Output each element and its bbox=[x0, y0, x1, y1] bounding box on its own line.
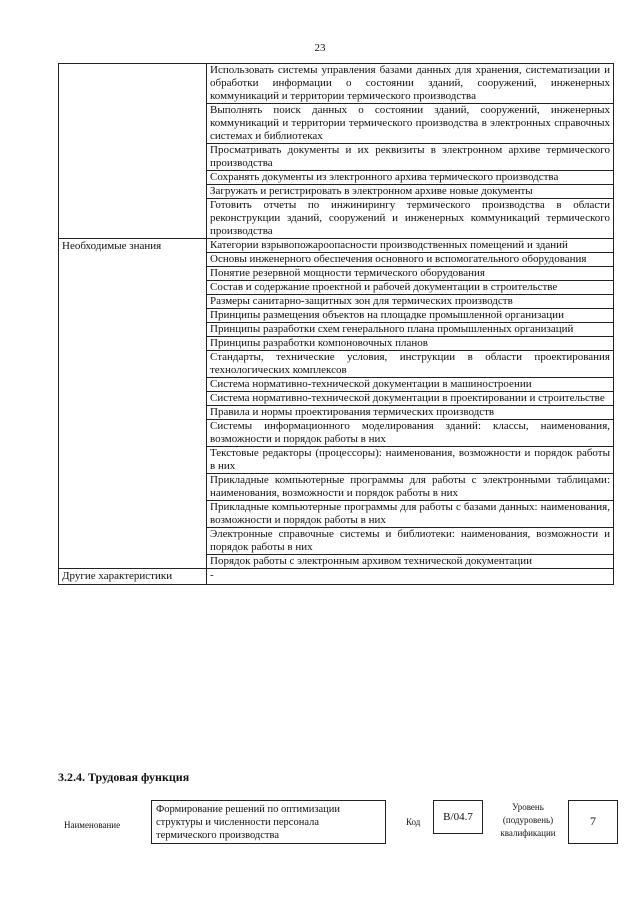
list-item: Принципы размещения объектов на площадке промышленной организации bbox=[207, 309, 613, 323]
other-characteristics-label: Другие характеристики bbox=[59, 569, 207, 585]
list-item: Выполнять поиск данных о состоянии зданий, сооружений, инженерных коммуникаций и территории термического производства в электронных справочных системах и библиотеках bbox=[207, 104, 613, 144]
function-name-box: Формирование решений по оптимизации структуры и численности персонала термического производства bbox=[151, 800, 386, 844]
requirements-table bbox=[58, 63, 614, 585]
list-item: Принципы разработки схем генерального плана промышленных организаций bbox=[207, 323, 613, 337]
list-item: Использовать системы управления базами данных для хранения, систематизации и обработки информации о состоянии зданий, сооружений, инженерных коммуникаций и территории термического производства bbox=[207, 64, 613, 104]
section-title: 3.2.4. Трудовая функция bbox=[58, 770, 190, 784]
name-label: Наименование bbox=[64, 820, 121, 830]
list-item: Сохранять документы из электронного архива термического производства bbox=[207, 171, 613, 185]
level-label: Уровень (подуровень) квалификации bbox=[500, 802, 556, 838]
list-item: Загружать и регистрировать в электронном архиве новые документы bbox=[207, 185, 613, 199]
level-box: 7 bbox=[568, 800, 618, 844]
list-item: Понятие резервной мощности термического оборудования bbox=[207, 267, 613, 281]
empty-label-cell bbox=[59, 64, 207, 239]
code-box: В/04.7 bbox=[433, 800, 483, 834]
table-row bbox=[59, 239, 614, 569]
list-item: Системы информационного моделирования зданий: классы, наименования, возможности и порядок работы в них bbox=[207, 420, 613, 447]
list-item: Система нормативно-технической документации в машиностроении bbox=[207, 378, 613, 392]
other-characteristics-value: - bbox=[210, 569, 214, 581]
list-item: Стандарты, технические условия, инструкции в области проектирования технологических комплексов bbox=[207, 351, 613, 378]
knowledge-cell bbox=[207, 239, 614, 569]
list-item: Основы инженерного обеспечения основного и вспомогательного оборудования bbox=[207, 253, 613, 267]
table-row bbox=[59, 64, 614, 239]
list-item: Прикладные компьютерные программы для работы с базами данных: наименования, возможности и порядок работы в них bbox=[207, 501, 613, 528]
list-item: Категории взрывопожароопасности производственных помещений и зданий bbox=[207, 239, 613, 253]
list-item: Размеры санитарно-защитных зон для термических производств bbox=[207, 295, 613, 309]
list-item: Система нормативно-технической документации в проектировании и строительстве bbox=[207, 392, 613, 406]
page-number: 23 bbox=[314, 42, 326, 54]
list-item: Порядок работы с электронным архивом технической документации bbox=[210, 555, 533, 567]
list-item: Просматривать документы и их реквизиты в электронном архиве термического производства bbox=[207, 144, 613, 171]
other-characteristics-cell bbox=[207, 569, 614, 585]
code-label: Код bbox=[406, 817, 421, 827]
list-item: Прикладные компьютерные программы для работы с электронными таблицами: наименования, возможности и порядок работы в них bbox=[207, 474, 613, 501]
list-item: Состав и содержание проектной и рабочей документации в строительстве bbox=[207, 281, 613, 295]
list-item: Правила и нормы проектирования термических производств bbox=[207, 406, 613, 420]
list-item: Готовить отчеты по инжинирингу термического производства в области реконструкции зданий, сооружений и инженерных коммуникаций термического производства bbox=[210, 199, 610, 237]
knowledge-label: Необходимые знания bbox=[59, 239, 207, 569]
list-item: Электронные справочные системы и библиотеки: наименования, возможности и порядок работы в них bbox=[207, 528, 613, 555]
list-item: Принципы разработки компоновочных планов bbox=[207, 337, 613, 351]
table-row bbox=[59, 569, 614, 585]
list-item: Текстовые редакторы (процессоры): наименования, возможности и порядок работы в них bbox=[207, 447, 613, 474]
skills-continuation-cell bbox=[207, 64, 614, 239]
